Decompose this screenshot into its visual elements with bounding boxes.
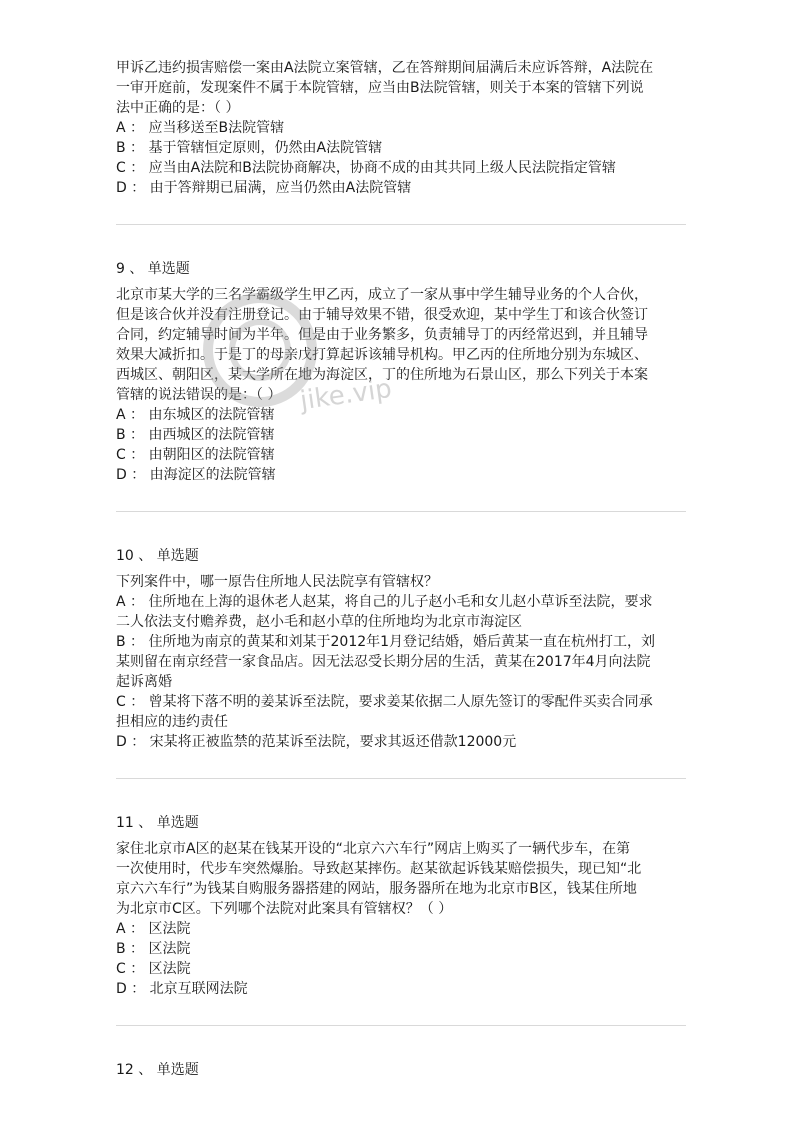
question-header: 9 、 单选题 bbox=[116, 261, 190, 277]
question-header: 10 、 单选题 bbox=[116, 548, 199, 564]
option-line: C ： 曾某将下落不明的姜某诉至法院，要求姜某依据二人原先签订的零配件买卖合同承 bbox=[116, 694, 653, 710]
option-a[interactable]: A ： 区法院 bbox=[116, 921, 191, 937]
option-c[interactable]: C ： 区法院 bbox=[116, 961, 191, 977]
question-block-10 bbox=[116, 546, 686, 752]
option-b[interactable]: B ： 基于管辖恒定原则，仍然由A法院管辖 bbox=[116, 140, 383, 156]
watermark-text: jike.vip bbox=[298, 373, 394, 417]
question-text-line: 京六六车行”为钱某自购服务器搭建的网站，服务器所在地为北京市B区，钱某住所地 bbox=[116, 881, 637, 897]
option-d[interactable]: D ： 由海淀区的法院管辖 bbox=[116, 467, 276, 483]
option-line: 某则留在南京经营一家食品店。因无法忍受长期分居的生活，黄某在2017年4月向法院 bbox=[116, 654, 651, 670]
option-d[interactable]: D ： 北京互联网法院 bbox=[116, 981, 248, 997]
question-text-line: 管辖的说法错误的是：（ ） bbox=[116, 387, 282, 403]
question-text-line: 效果大减折扣。于是丁的母亲戊打算起诉该辅导机构。甲乙丙的住所地分别为东城区、 bbox=[116, 347, 648, 363]
question-block-9 bbox=[116, 259, 686, 485]
option-line: 起诉离婚 bbox=[116, 674, 172, 690]
option-line: A ： 住所地在上海的退休老人赵某，将自己的儿子赵小毛和女儿赵小草诉至法院，要求 bbox=[116, 594, 653, 610]
option-line: B ： 住所地为南京的黄某和刘某于2012年1月登记结婚，婚后黄某一直在杭州打工，刘 bbox=[116, 634, 656, 650]
question-header: 11 、 单选题 bbox=[116, 815, 199, 831]
question-text-line: 下列案件中，哪一原告住所地人民法院享有管辖权？ bbox=[116, 574, 438, 590]
question-block-11 bbox=[116, 813, 686, 999]
question-text-line: 一次使用时，代步车突然爆胎。导致赵某摔伤。赵某欲起诉钱某赔偿损失，现已知“北 bbox=[116, 861, 642, 877]
option-line: 担相应的违约责任 bbox=[116, 714, 228, 730]
question-text-line: 一审开庭前，发现案件不属于本院管辖，应当由B法院管辖，则关于本案的管辖下列说 bbox=[116, 80, 644, 96]
question-text-line: 但是该合伙并没有注册登记。由于辅导效果不错，很受欢迎，某中学生丁和该合伙签订 bbox=[116, 307, 648, 323]
option-b[interactable] bbox=[116, 632, 686, 692]
option-b[interactable]: B ： 区法院 bbox=[116, 941, 191, 957]
question-header: 12 、 单选题 bbox=[116, 1062, 199, 1078]
option-b[interactable]: B ： 由西城区的法院管辖 bbox=[116, 427, 275, 443]
option-a[interactable]: A ： 由东城区的法院管辖 bbox=[116, 407, 275, 423]
option-a[interactable] bbox=[116, 592, 686, 632]
option-c[interactable]: C ： 由朝阳区的法院管辖 bbox=[116, 447, 275, 463]
question-text-line: 为北京市C区。下列哪个法院对此案具有管辖权？（ ） bbox=[116, 901, 453, 917]
option-c[interactable]: C ： 应当由A法院和B法院协商解决，协商不成的由其共同上级人民法院指定管辖 bbox=[116, 160, 616, 176]
option-d[interactable]: D ： 由于答辩期已届满，应当仍然由A法院管辖 bbox=[116, 180, 412, 196]
option-a[interactable]: A ： 应当移送至B法院管辖 bbox=[116, 120, 285, 136]
question-text-line: 合同，约定辅导时间为半年。但是由于业务繁多，负责辅导丁的丙经常迟到，并且辅导 bbox=[116, 327, 648, 343]
question-text-line: 西城区、朝阳区，某大学所在地为海淀区，丁的住所地为石景山区，那么下列关于本案 bbox=[116, 367, 648, 383]
question-text-line: 家住北京市A区的赵某在钱某开设的“北京六六车行”网店上购买了一辆代步车，在第 bbox=[116, 841, 631, 857]
question-block-8 bbox=[116, 58, 686, 198]
option-d[interactable]: D ： 宋某将正被监禁的范某诉至法院，要求其返还借款12000元 bbox=[116, 734, 517, 750]
question-text-line: 法中正确的是：（ ） bbox=[116, 100, 240, 116]
option-c[interactable] bbox=[116, 692, 686, 732]
question-text-line: 北京市某大学的三名学霸级学生甲乙丙，成立了一家从事中学生辅导业务的个人合伙， bbox=[116, 287, 648, 303]
question-block-12 bbox=[116, 1060, 686, 1080]
option-line: 二人依法支付赡养费，赵小毛和赵小草的住所地均为北京市海淀区 bbox=[116, 614, 522, 630]
document-page bbox=[116, 58, 686, 1086]
question-text-line: 甲诉乙违约损害赔偿一案由A法院立案管辖，乙在答辩期间届满后未应诉答辩，A法院在 bbox=[116, 60, 654, 76]
